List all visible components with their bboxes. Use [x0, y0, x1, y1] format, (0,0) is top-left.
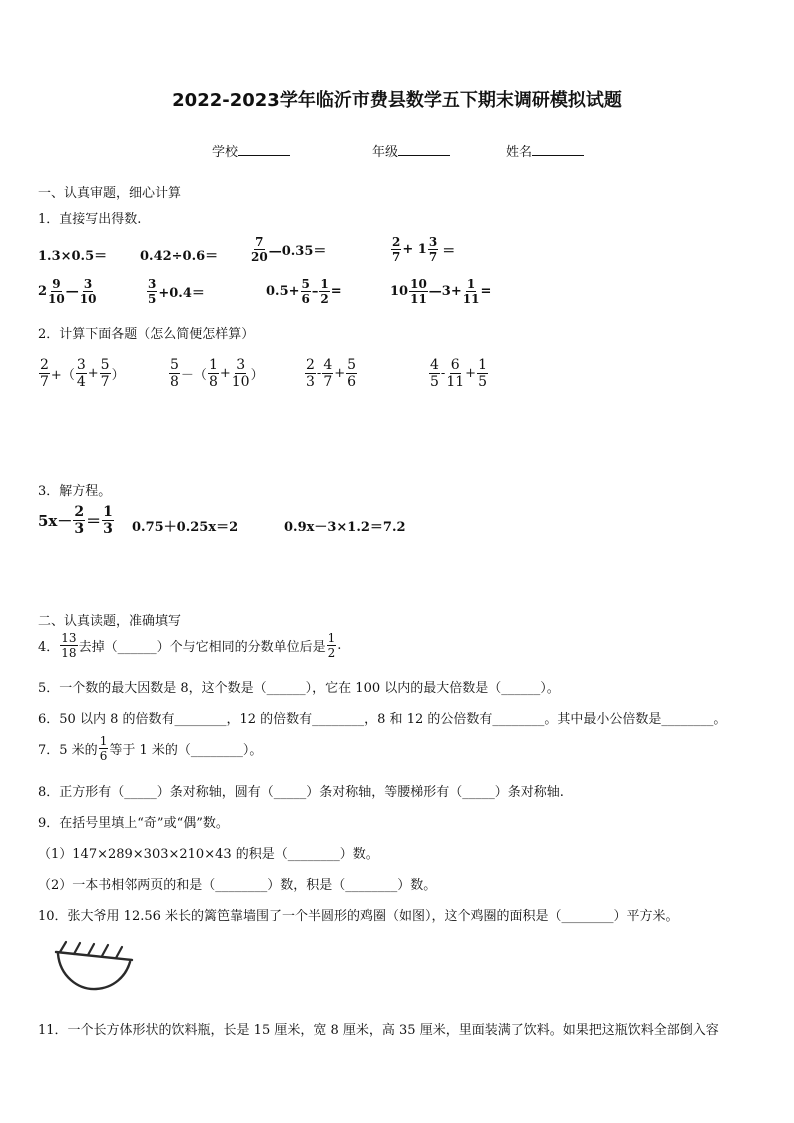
q1-expr-4: $\frac{2}{7}$ + 1 $\frac{3}{7}$ ＝ — [392, 235, 456, 264]
q2-expr-2: $\frac{5}{8}$ －（ $\frac{1}{8}$ + $\frac{3}{10}$ ） — [170, 357, 264, 390]
q1-expr-3: $\frac{7}{20}$ —0.35＝ — [251, 235, 327, 264]
question-4: 4． $\frac{13}{18}$ 去掉（______）个与它相同的分数单位后是 $\frac{1}{2}$ . — [38, 631, 342, 660]
q2-expr-4: $\frac{4}{5}$ - $\frac{6}{11}$ + $\frac{1}{5}$ — [430, 357, 487, 390]
question-3-label: 3．解方程。 — [38, 484, 112, 499]
grade-label: 年级 — [372, 145, 399, 160]
q3-expr-3: 0.9x－3×1.2＝7.2 — [284, 520, 406, 535]
q1-expr-1: 1.3×0.5＝ — [38, 249, 108, 264]
question-2-label: 2．计算下面各题（怎么简便怎样算） — [38, 327, 255, 342]
semicircle-pen-figure — [50, 936, 136, 994]
question-10: 10．张大爷用 12.56 米长的篱笆靠墙围了一个半圆形的鸡圈（如图），这个鸡圈的面积是（________）平方米。 — [38, 909, 679, 924]
section-2-heading: 二、认真读题，准确填写 — [38, 614, 182, 629]
q3-expr-2: 0.75＋0.25x＝2 — [132, 520, 239, 535]
question-5: 5．一个数的最大因数是 8，这个数是（______），它在 100 以内的最大倍数是（______）。 — [38, 681, 560, 696]
q1-expr-2: 0.42÷0.6＝ — [140, 249, 219, 264]
q2-expr-1: $\frac{2}{7}$ +（ $\frac{3}{4}$ + $\frac{5}{7}$ ） — [40, 357, 125, 390]
q1-expr-6: $\frac{3}{5}$ +0.4＝ — [148, 277, 205, 306]
question-8: 8．正方形有（_____）条对称轴，圆有（_____）条对称轴，等腰梯形有（_____）条对称轴. — [38, 785, 564, 800]
name-label: 姓名 — [506, 145, 533, 160]
question-9-label: 9．在括号里填上“奇”或“偶”数。 — [38, 816, 229, 831]
question-1-label: 1．直接写出得数. — [38, 212, 142, 227]
question-9-part-2: （2）一本书相邻两页的和是（________）数，积是（________）数。 — [38, 878, 437, 893]
name-field[interactable] — [506, 141, 584, 160]
question-9-part-1: （1）147×289×303×210×43 的积是（________）数。 — [38, 847, 379, 862]
question-6: 6．50 以内 8 的倍数有________，12 的倍数有________，8 和 12 的公倍数有________。其中最小公倍数是________。 — [38, 712, 727, 727]
q3-expr-1: 5x－ $\frac{2}{3}$ ＝ $\frac{1}{3}$ — [38, 504, 113, 537]
question-7: 7．5 米的 $\frac{1}{6}$ 等于 1 米的（________）。 — [38, 734, 263, 763]
q1-expr-8: 10 $\frac{10}{11}$ —3+ $\frac{1}{11}$ = — [390, 277, 492, 306]
q1-expr-5: 2 $\frac{9}{10}$ — $\frac{3}{10}$ — [38, 277, 97, 306]
q1-expr-7: 0.5+ $\frac{5}{6}$ – $\frac{1}{2}$ = — [266, 277, 342, 306]
school-label: 学校 — [212, 145, 239, 160]
question-11: 11．一个长方体形状的饮料瓶，长是 15 厘米，宽 8 厘米，高 35 厘米，里面装满了饮料。如果把这瓶饮料全部倒入容 — [38, 1023, 719, 1038]
section-1-heading: 一、认真审题，细心计算 — [38, 186, 182, 201]
q2-expr-3: $\frac{2}{3}$ - $\frac{4}{7}$ + $\frac{5}{6}$ — [306, 357, 357, 390]
school-field[interactable] — [212, 141, 290, 160]
page-title: 2022-2023学年临沂市费县数学五下期末调研模拟试题 — [172, 90, 622, 111]
grade-field[interactable] — [372, 141, 450, 160]
